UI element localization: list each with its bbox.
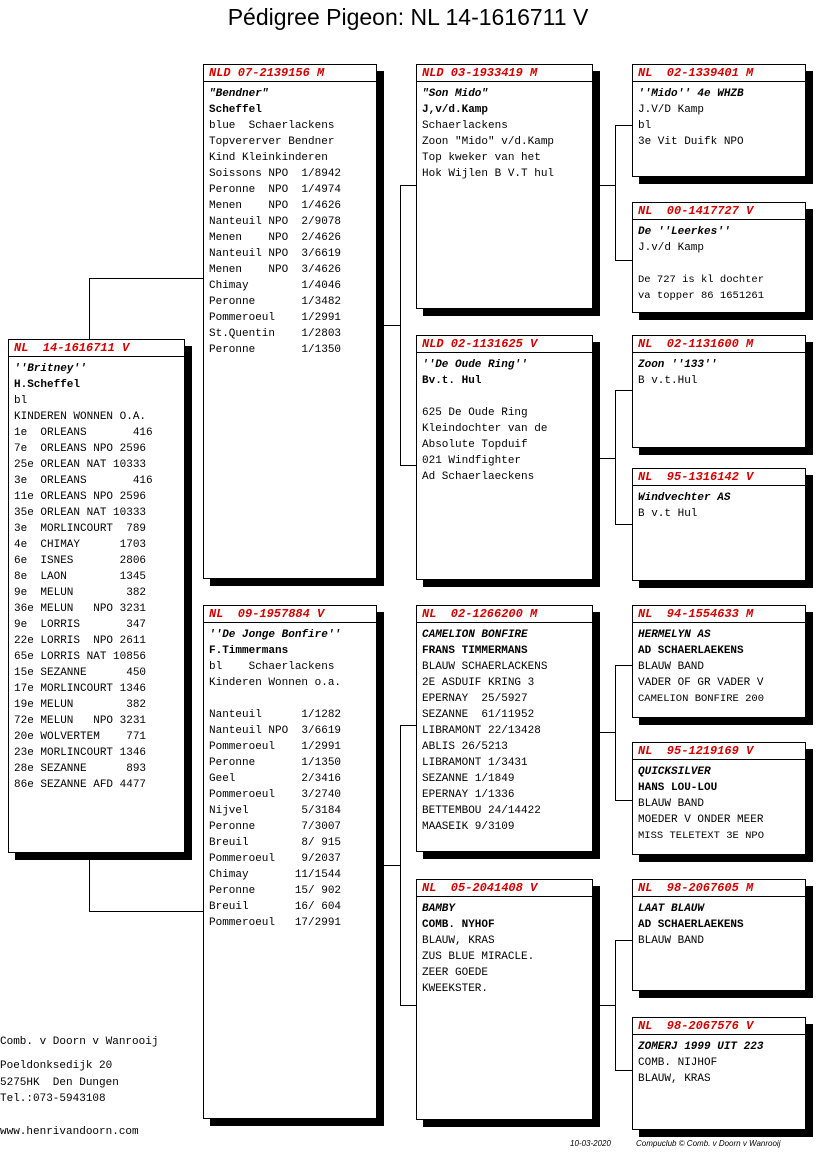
detail-line: Pommeroeul 17/2991 [209, 917, 342, 929]
detail-line: LIBRAMONT 22/13428 [422, 725, 541, 737]
ring-number: NL 02-1339401 M [638, 66, 754, 80]
pigeon-card-mm [416, 879, 593, 1120]
detail-line: Zoon "Mido" v/d.Kamp [422, 136, 555, 148]
detail-line: MAASEIK 9/3109 [422, 821, 515, 833]
detail-line: De 727 is kl dochter [638, 274, 765, 286]
pigeon-name: Zoon ''133'' [638, 359, 718, 371]
detail-line: 8e LAON 1345 [14, 571, 147, 583]
detail-line: Chimay 11/1544 [209, 869, 342, 881]
detail-line: Nanteuil NPO 3/6619 [209, 725, 342, 737]
detail-line: VADER OF GR VADER V [638, 677, 764, 689]
pigeon-card-mmf [632, 879, 806, 991]
divider [633, 219, 805, 220]
ring-number: NL 02-1131600 M [638, 337, 754, 351]
pigeon-card-mfm [632, 742, 806, 855]
detail-line: Peronne 1/3482 [209, 296, 342, 308]
detail-line: Pommeroeul 3/2740 [209, 789, 342, 801]
ring-number: NLD 02-1131625 V [422, 337, 538, 351]
pigeon-card-fmm [632, 468, 806, 581]
detail-line: 65e LORRIS NAT 10856 [14, 651, 147, 663]
pigeon-name: BAMBY [422, 903, 456, 915]
detail-line: 15e SEZANNE 450 [14, 667, 147, 679]
detail-line: EPERNAY 25/5927 [422, 693, 528, 705]
ring-number: NL 02-1266200 M [422, 607, 538, 621]
detail-line: ABLIS 26/5213 [422, 741, 508, 753]
detail-line: SEZANNE 1/1849 [422, 773, 515, 785]
detail-line [638, 256, 800, 272]
detail-line: LIBRAMONT 1/3431 [422, 757, 528, 769]
detail-line: Pommeroeul 1/2991 [209, 741, 342, 753]
detail-line: 9e LORRIS 347 [14, 619, 147, 631]
owner: J,v/d.Kamp [422, 104, 489, 116]
pigeon-name: LAAT BLAUW [638, 903, 705, 915]
pigeon-name: CAMELION BONFIRE [422, 629, 528, 641]
detail-line: Hok Wijlen B V.T hul [422, 168, 555, 180]
detail-line: Peronne 1/1350 [209, 757, 342, 769]
divider [633, 352, 805, 353]
pigeon-name: ZOMERJ 1999 UIT 223 [638, 1041, 764, 1053]
pigeon-name: "Son Mido" [422, 88, 489, 100]
owner: Bv.t. Hul [422, 375, 482, 387]
detail-line: 3e Vit Duifk NPO [638, 136, 744, 148]
detail-line: Absolute Topduif [422, 439, 528, 451]
detail-line: 25e ORLEAN NAT 10333 [14, 459, 147, 471]
credit-line: Compuclub © Comb. v Doorn v Wanrooij [636, 1139, 781, 1148]
divider [417, 352, 592, 353]
detail-line: 22e LORRIS NPO 2611 [14, 635, 147, 647]
detail-line: 2E ASDUIF KRING 3 [422, 677, 535, 689]
ring-number: NL 09-1957884 V [209, 607, 325, 621]
detail-line: BLAUW BAND [638, 935, 705, 947]
detail-line: Peronne NPO 1/4974 [209, 184, 342, 196]
breeder-website: www.henrivandoorn.com [0, 1126, 139, 1138]
pigeon-name: QUICKSILVER [638, 766, 711, 778]
detail-line: Nanteuil NPO 2/9078 [209, 216, 342, 228]
detail-line: Menen NPO 3/4626 [209, 264, 342, 276]
detail-line: Peronne 7/3007 [209, 821, 342, 833]
detail-line: 17e MORLINCOURT 1346 [14, 683, 147, 695]
divider [417, 622, 592, 623]
divider [9, 356, 184, 357]
ring-number: NL 95-1316142 V [638, 470, 754, 484]
detail-line: bl [14, 395, 28, 407]
pigeon-name: ''De Jonge Bonfire'' [209, 629, 342, 641]
detail-line: 4e CHIMAY 1703 [14, 539, 147, 551]
pigeon-name: ''Mido'' 4e WHZB [638, 88, 744, 100]
detail-line: Kinderen Wonnen o.a. [209, 677, 342, 689]
ring-number: NL 98-2067605 M [638, 881, 754, 895]
pigeon-name: HERMELYN AS [638, 629, 711, 641]
pigeon-card-fff [632, 64, 806, 177]
ring-number: NL 05-2041408 V [422, 881, 538, 895]
detail-line: ZUS BLUE MIRACLE. [422, 951, 535, 963]
pigeon-name: ''De Oude Ring'' [422, 359, 528, 371]
detail-line: Ad Schaerlaeckens [422, 471, 535, 483]
detail-line: Peronne 1/1350 [209, 344, 342, 356]
detail-line: Topvererver Bendner [209, 136, 335, 148]
detail-line: 28e SEZANNE 893 [14, 763, 147, 775]
detail-line: Kind Kleinkinderen [209, 152, 328, 164]
detail-line: BETTEMBOU 24/14422 [422, 805, 541, 817]
detail-line: EPERNAY 1/1336 [422, 789, 515, 801]
detail-line: ZEER GOEDE [422, 967, 489, 979]
detail-line: Chimay 1/4046 [209, 280, 342, 292]
detail-line: Top kweker van het [422, 152, 541, 164]
owner: H.Scheffel [14, 379, 81, 391]
breeder-street: Poeldonksedijk 20 [0, 1060, 113, 1072]
ring-number: NLD 07-2139156 M [209, 66, 325, 80]
ring-number: NL 95-1219169 V [638, 744, 754, 758]
page-title: Pédigree Pigeon: NL 14-1616711 V [227, 4, 589, 30]
detail-line: 35e ORLEAN NAT 10333 [14, 507, 147, 519]
pigeon-card-ff [416, 64, 593, 309]
pigeon-card-mmm [632, 1017, 806, 1130]
detail-line: 11e ORLEANS NPO 2596 [14, 491, 147, 503]
owner: HANS LOU-LOU [638, 782, 718, 794]
pigeon-name: Windvechter AS [638, 492, 731, 504]
divider [633, 1034, 805, 1035]
detail-line: Schaerlackens [422, 120, 508, 132]
detail-line: 72e MELUN NPO 3231 [14, 715, 147, 727]
detail-line: BLAUW BAND [638, 798, 705, 810]
divider [633, 896, 805, 897]
divider [417, 81, 592, 82]
owner: J.v/d Kamp [638, 242, 705, 254]
divider [417, 896, 592, 897]
detail-line: St.Quentin 1/2803 [209, 328, 342, 340]
owner: F.Timmermans [209, 645, 289, 657]
divider [633, 485, 805, 486]
detail-line: KWEEKSTER. [422, 983, 489, 995]
detail-line: SEZANNE 61/11952 [422, 709, 535, 721]
detail-line: Soissons NPO 1/8942 [209, 168, 342, 180]
detail-line: 7e ORLEANS NPO 2596 [14, 443, 147, 455]
owner: Scheffel [209, 104, 262, 116]
detail-line: BLAUW BAND [638, 661, 705, 673]
detail-line: blue Schaerlackens [209, 120, 335, 132]
detail-line: Pommeroeul 9/2037 [209, 853, 342, 865]
detail-line: Kleindochter van de [422, 423, 548, 435]
ring-number: NL 00-1417727 V [638, 204, 754, 218]
detail-line: Geel 2/3416 [209, 773, 342, 785]
detail-line: CAMELION BONFIRE 200 [638, 693, 765, 705]
detail-line: Nanteuil NPO 3/6619 [209, 248, 342, 260]
pigeon-card-fm [416, 335, 593, 580]
detail-line: Menen NPO 1/4626 [209, 200, 342, 212]
pigeon-name: De ''Leerkes'' [638, 226, 731, 238]
detail-line: 23e MORLINCOURT 1346 [14, 747, 147, 759]
owner: B v.t Hul [638, 508, 698, 520]
ring-number: NL 98-2067576 V [638, 1019, 754, 1033]
pigeon-card-father [203, 64, 377, 579]
detail-line: 19e MELUN 382 [14, 699, 147, 711]
detail-line: 021 Windfighter [422, 455, 522, 467]
pigeon-name: ''Britney'' [14, 363, 87, 375]
detail-line [422, 389, 587, 405]
detail-line: Breuil 16/ 604 [209, 901, 342, 913]
detail-line: 3e ORLEANS 416 [14, 475, 153, 487]
detail-line: bl Schaerlackens [209, 661, 335, 673]
breeder-city: 5275HK Den Dungen [0, 1077, 119, 1089]
pigeon-card-mf [416, 605, 593, 852]
detail-line: MISS TELETEXT 3E NPO [638, 830, 765, 842]
detail-line: KINDEREN WONNEN O.A. [14, 411, 147, 423]
divider [204, 622, 376, 623]
pigeon-card-fmf [632, 335, 806, 448]
print-date: 10-03-2020 [570, 1139, 611, 1148]
ring-number: NL 94-1554633 M [638, 607, 754, 621]
breeder-name: Comb. v Doorn v Wanrooij [0, 1036, 159, 1048]
owner: AD SCHAERLAEKENS [638, 645, 744, 657]
pigeon-card-ffm [632, 202, 806, 313]
divider [633, 81, 805, 82]
detail-line: 9e MELUN 382 [14, 587, 147, 599]
detail-line: Nijvel 5/3184 [209, 805, 342, 817]
owner: J.V/D Kamp [638, 104, 705, 116]
detail-line: Peronne 15/ 902 [209, 885, 342, 897]
detail-line: 6e ISNES 2806 [14, 555, 147, 567]
breeder-phone: Tel.:073-5943108 [0, 1093, 106, 1105]
detail-line [209, 691, 371, 707]
detail-line: bl [638, 120, 652, 132]
detail-line: 86e SEZANNE AFD 4477 [14, 779, 147, 791]
pigeon-card-subject [8, 339, 185, 853]
pigeon-card-mff [632, 605, 806, 718]
ring-number: NL 14-1616711 V [14, 341, 130, 355]
owner: COMB. NIJHOF [638, 1057, 718, 1069]
detail-line: BLAUW, KRAS [422, 935, 495, 947]
detail-line: Breuil 8/ 915 [209, 837, 342, 849]
detail-line: 625 De Oude Ring [422, 407, 528, 419]
divider [204, 81, 376, 82]
divider [633, 622, 805, 623]
owner: COMB. NYHOF [422, 919, 495, 931]
detail-line: 36e MELUN NPO 3231 [14, 603, 147, 615]
detail-line: Nanteuil 1/1282 [209, 709, 342, 721]
pigeon-card-mother [203, 605, 377, 1119]
owner: B v.t.Hul [638, 375, 698, 387]
detail-line: MOEDER V ONDER MEER [638, 814, 764, 826]
pigeon-name: "Bendner" [209, 88, 269, 100]
ring-number: NLD 03-1933419 M [422, 66, 538, 80]
detail-line: va topper 86 1651261 [638, 290, 765, 302]
detail-line: 3e MORLINCOURT 789 [14, 523, 147, 535]
divider [633, 759, 805, 760]
detail-line: BLAUW, KRAS [638, 1073, 711, 1085]
detail-line: Pommeroeul 1/2991 [209, 312, 342, 324]
owner: FRANS TIMMERMANS [422, 645, 528, 657]
detail-line: 1e ORLEANS 416 [14, 427, 153, 439]
detail-line: Menen NPO 2/4626 [209, 232, 342, 244]
detail-line: 20e WOLVERTEM 771 [14, 731, 147, 743]
detail-line: BLAUW SCHAERLACKENS [422, 661, 548, 673]
owner: AD SCHAERLAEKENS [638, 919, 744, 931]
